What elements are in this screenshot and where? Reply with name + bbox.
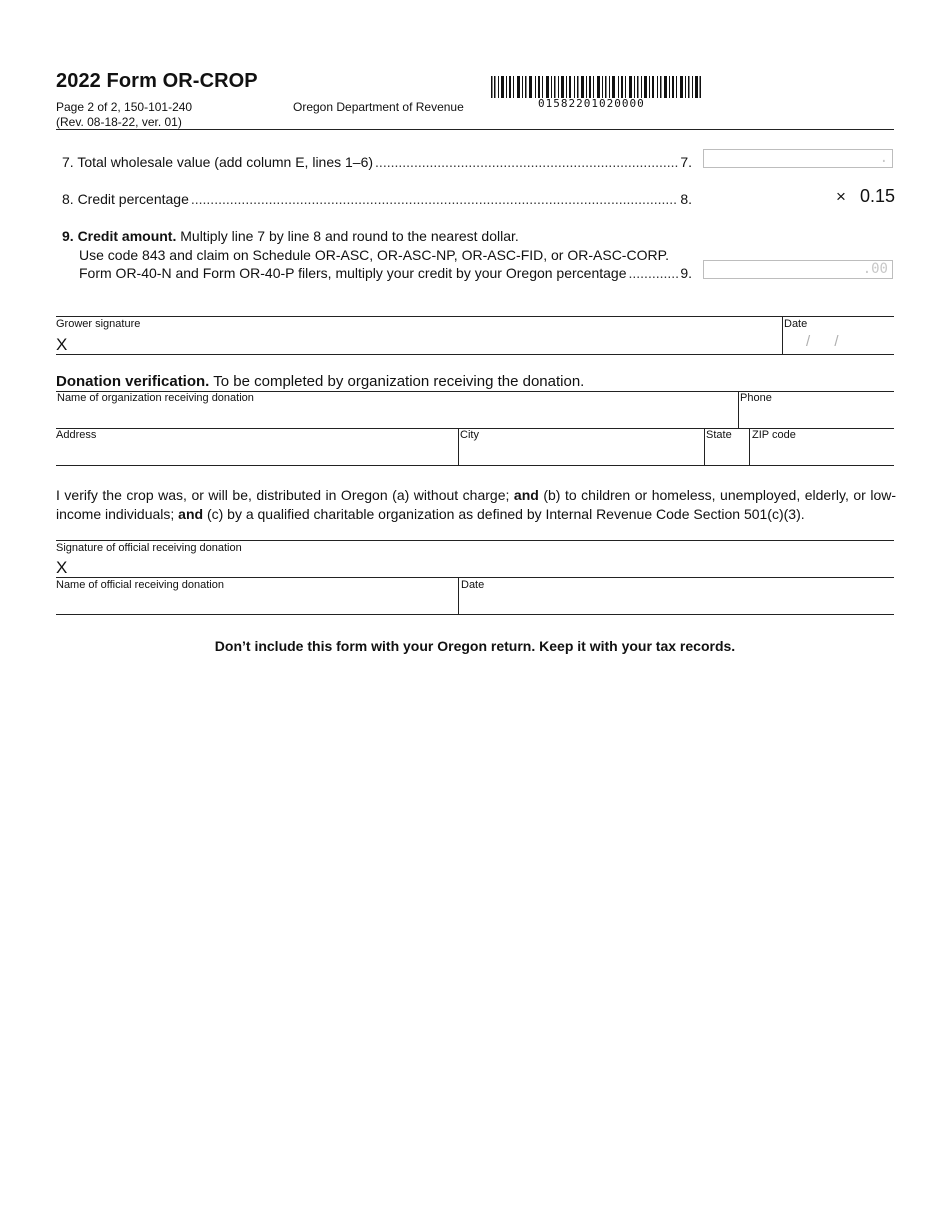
official-date-field[interactable] xyxy=(461,592,894,613)
form-title: 2022 Form OR-CROP xyxy=(56,70,258,92)
official-bottom-line xyxy=(56,614,894,615)
official-signature-field[interactable] xyxy=(56,554,894,576)
line-8-multiply-sign: × xyxy=(836,187,846,206)
verification-text-b: (b) to children or homeless, unemployed, elderly, or low-income individuals; xyxy=(56,487,897,522)
city-divider xyxy=(458,428,459,465)
address-bottom-line xyxy=(56,465,894,466)
line-7-amount-field[interactable]: . xyxy=(703,149,893,168)
line-9-heading-bold: 9. Credit amount. xyxy=(62,228,177,244)
donation-heading-rest: To be completed by organization receiving the donation. xyxy=(209,373,585,390)
official-name-field[interactable] xyxy=(56,592,457,613)
state-label: State xyxy=(706,429,732,441)
line-8-number: 8. xyxy=(680,191,692,207)
city-field[interactable] xyxy=(460,442,703,464)
official-date-divider xyxy=(458,577,459,614)
page-info: Page 2 of 2, 150-101-240 xyxy=(56,100,193,114)
line-9-amount-field[interactable]: .00 xyxy=(703,260,893,279)
phone-divider xyxy=(738,391,739,428)
state-field[interactable] xyxy=(706,442,748,464)
donation-heading-bold: Donation verification. xyxy=(56,373,210,390)
address-field[interactable] xyxy=(56,442,457,464)
verification-and-2: and xyxy=(178,506,204,522)
line-9-heading-rest: Multiply line 7 by line 8 and round to the nearest dollar. xyxy=(176,228,519,244)
zip-label: ZIP code xyxy=(752,429,796,441)
official-name-top-line xyxy=(56,577,894,578)
grower-date-label: Date xyxy=(784,318,808,330)
line-8-text: 8. Credit percentage xyxy=(62,191,189,207)
line-7-leader xyxy=(375,154,678,170)
line-8 xyxy=(62,191,692,207)
phone-label: Phone xyxy=(740,392,772,404)
grower-bottom-line xyxy=(56,354,894,355)
line-7 xyxy=(62,154,692,170)
address-label: Address xyxy=(56,429,97,441)
official-date-label: Date xyxy=(461,579,485,591)
city-label: City xyxy=(460,429,479,441)
footer-note: Don’t include this form with your Oregon return. Keep it with your tax records. xyxy=(214,638,736,654)
verification-text-a: I verify the crop was, or will be, distributed in Oregon (a) without charge; xyxy=(56,487,514,503)
verification-and-1: and xyxy=(513,487,539,503)
grower-signature-field[interactable] xyxy=(56,330,782,354)
line-9-subtext-2: Form OR-40-N and Form OR-40-P filers, multiply your credit by your Oregon percentage xyxy=(79,265,627,281)
grower-signature-x: X xyxy=(56,335,68,354)
phone-field[interactable] xyxy=(740,405,894,427)
line-8-percentage-value: 0.15 xyxy=(860,186,896,206)
line-9-subtext-2-row xyxy=(79,265,692,281)
official-name-label: Name of official receiving donation xyxy=(56,579,224,591)
line-7-number: 7. xyxy=(680,154,692,170)
zip-field[interactable] xyxy=(751,442,894,464)
org-name-field[interactable] xyxy=(56,405,737,427)
line-9-leader xyxy=(629,265,679,281)
line-8-leader xyxy=(191,191,678,207)
zip-divider xyxy=(749,428,750,465)
barcode-image xyxy=(491,76,701,98)
grower-date-divider xyxy=(782,316,783,354)
line-9-heading xyxy=(62,228,519,244)
grower-signature-label: Grower signature xyxy=(56,318,141,330)
verification-statement xyxy=(56,486,896,524)
grower-date-field[interactable]: / / xyxy=(806,333,839,350)
donation-heading xyxy=(56,373,584,390)
barcode-number: 01582201020000 xyxy=(538,97,645,110)
line-9-subtext-1: Use code 843 and claim on Schedule OR-ASC, OR-ASC-NP, OR-ASC-FID, or OR-ASC-CORP. xyxy=(79,247,670,263)
line-9-number: 9. xyxy=(680,265,692,281)
header-divider xyxy=(56,129,894,130)
verification-text-c: (c) by a qualified charitable organization as defined by Internal Revenue Code Section 501(c)(3). xyxy=(203,506,805,522)
official-signature-label: Signature of official receiving donation xyxy=(56,542,242,554)
official-signature-x: X xyxy=(56,558,68,577)
org-name-label: Name of organization receiving donation xyxy=(57,392,254,404)
department-name: Oregon Department of Revenue xyxy=(293,100,464,114)
official-top-line xyxy=(56,540,894,541)
grower-top-line xyxy=(56,316,894,317)
state-divider xyxy=(704,428,705,465)
line-7-text: 7. Total wholesale value (add column E, lines 1–6) xyxy=(62,154,374,170)
revision-info: (Rev. 08-18-22, ver. 01) xyxy=(56,115,182,129)
